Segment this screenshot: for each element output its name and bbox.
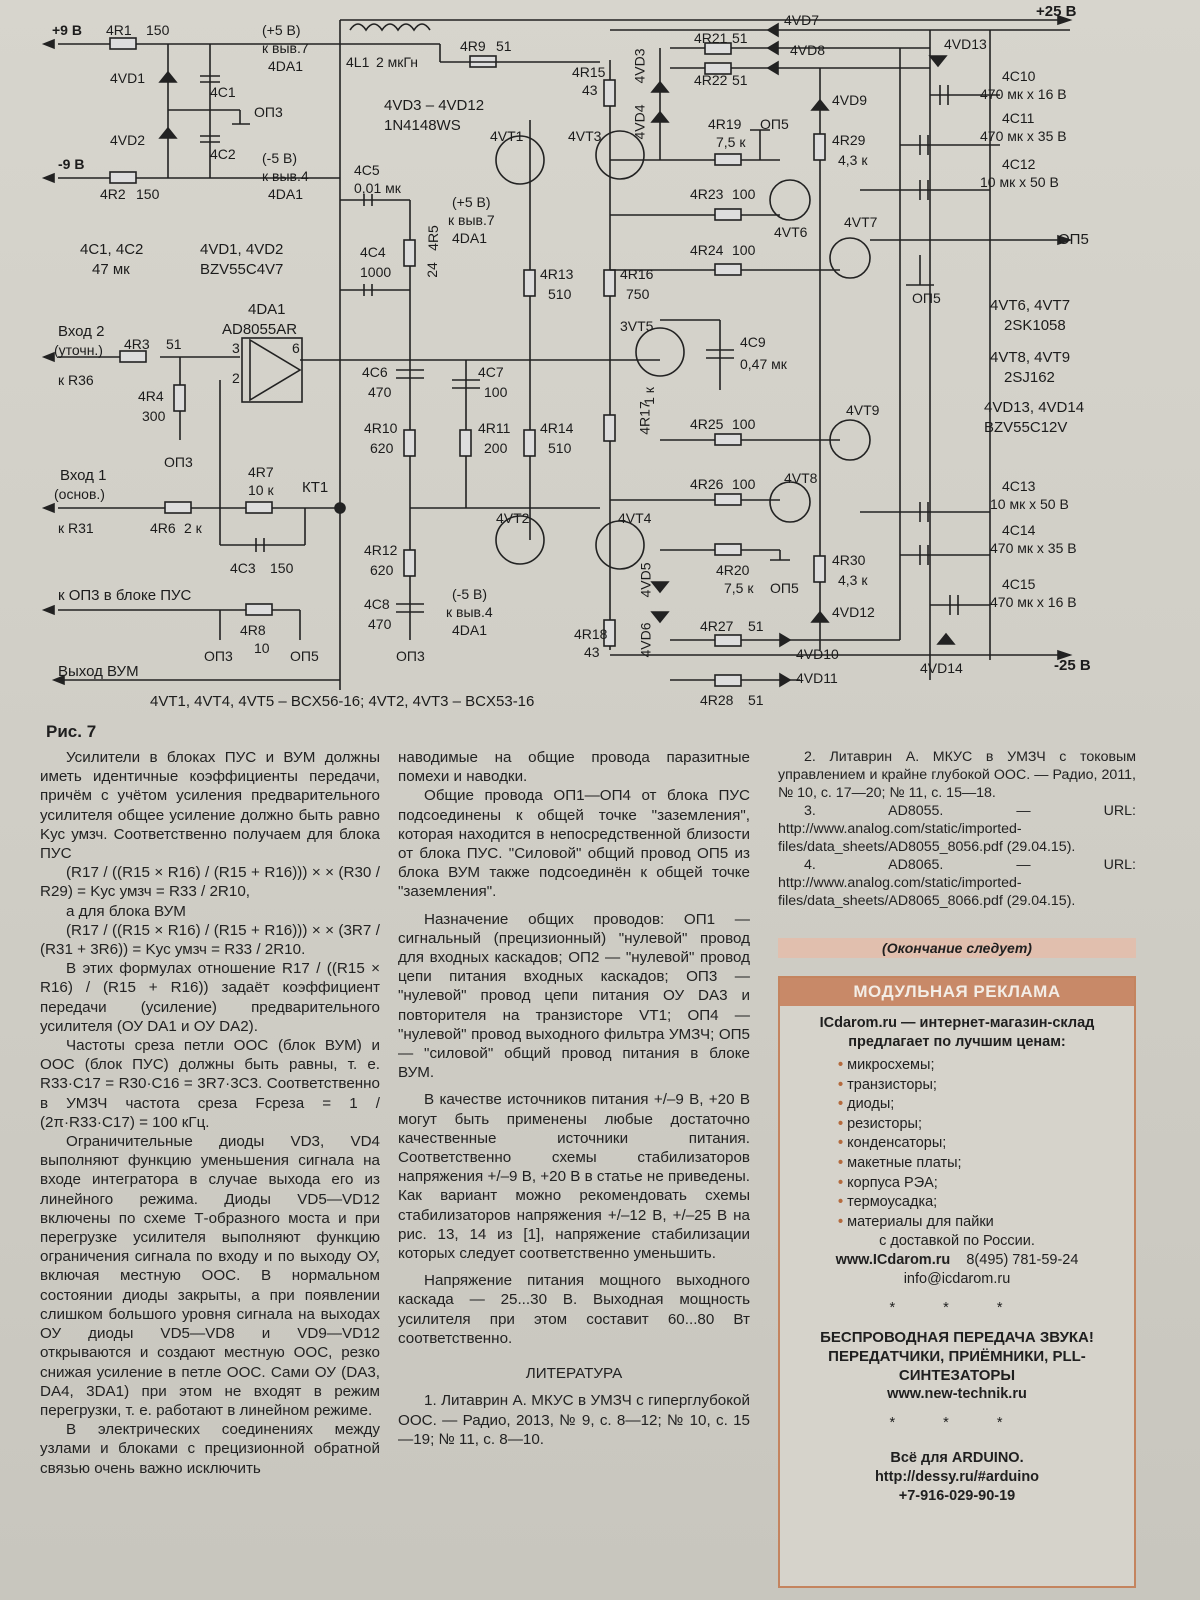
label-4vd2: 4VD2 [110,132,146,148]
paragraph: В качестве источников питания +/–9 В, +20 В могут быть применены любые достаточно качественные источники питания. Соответственно схемы стабилизаторов напряжения +/–9 В, +20 В в статье не приведены. Как вариант можно рекомендовать схемы стабилизаторов напряжения +/–12 В, +/–25 В на рис. 13, 14 из [1], напряжение стабилизации которых следует соответственно уменьшить. [398,1091,750,1263]
label-4r9: 4R9 [460,38,486,54]
label-op5-e: ОП5 [770,580,799,596]
label-4vd11: 4VD11 [796,670,838,686]
label-4c5: 4C5 [354,162,380,178]
label-pin6: 6 [292,340,300,356]
label-4vt8: 4VT8 [784,470,818,486]
label-op5-d: ОП5 [912,290,941,306]
label-4c2: 4C2 [210,146,236,162]
list-item: • транзисторы; [838,1076,1120,1096]
label-input2-sub: (уточн.) [54,342,103,358]
label-4c3: 4C3 [230,560,256,576]
label-plus9v: +9 В [52,22,82,38]
label-plus25v: +25 В [1036,3,1077,20]
paragraph: В электрических соединениях между узлами и блоками с прецизионной обратной связью очень важно исключить [40,1421,380,1477]
label-op5-b: ОП5 [760,116,789,132]
label-4c3-value: 150 [270,560,294,576]
label-to-op3-pus: к ОП3 в блоке ПУС [58,587,192,604]
label-4c11-value: 470 мк х 35 В [980,128,1067,144]
label-4r26: 4R26 [690,476,724,492]
paragraph: наводимые на общие провода паразитные помехи и наводки. [398,749,750,786]
separator: * * * [889,1415,1025,1432]
label-4c4: 4C4 [360,244,386,260]
label-4vd3-4vd12: 4VD3 – 4VD12 [384,97,485,114]
label-4r28-value: 51 [748,692,764,708]
label-4c14: 4C14 [1002,522,1036,538]
label-op5-a: ОП5 [290,648,319,664]
label-4r12: 4R12 [364,542,398,558]
label-op3: ОП3 [254,104,283,120]
label-2sj162: 2SJ162 [1004,369,1055,386]
label-4c10-value: 470 мк х 16 В [980,86,1067,102]
list-item: • материалы для пайки [838,1213,1120,1233]
label-4r17: 4R17 [636,401,653,435]
list-item: • резисторы; [838,1115,1120,1135]
label-4c6: 4C6 [362,364,388,380]
label-2uh: 2 мкГн [376,54,418,70]
label-4r27-value: 51 [748,618,764,634]
label-4c4-value: 1000 [360,264,392,280]
label-4r11: 4R11 [478,420,511,436]
label-pin7-b: к выв.7 [448,212,495,228]
label-4vd1: 4VD1 [110,70,146,86]
label-4r27: 4R27 [700,618,734,634]
label-4c13-value: 10 мк х 50 В [990,496,1069,512]
text-column-3 [778,748,1136,910]
label-4c1: 4C1 [210,84,236,100]
paragraph: Ограничительные диоды VD3, VD4 выполняют функцию уменьшения сигнала на входе интегратора в случае выхода его из линейного режима. Диоды VD5—VD12 включены по схеме Т-образного моста и при перегрузке усилителя выполняют функцию ограничения сигнала по входу и по выходу ОУ, включая местную ООС. В нормальном состоянии диоды закрыты, а при появлении слишком большого уровня сигнала на выходах ОУ диоды VD5—VD8 и VD9—VD12 открываются и создают местную ООС, резко снижая усиление в петле ООС. Сами ОУ (DA3, DA4, 3DA1) при этом не входят в режим перегрузки, т. е. работают в линейном режиме. [40,1133,380,1419]
label-4r18-value: 43 [584,644,600,660]
list-item: • микросхемы; [838,1056,1120,1076]
ad-block [778,976,1136,1588]
label-4c9-value: 0,47 мк [740,356,787,372]
label-4r23-value: 100 [732,186,756,202]
label-pin2: 2 [232,370,240,386]
text-column-1 [40,748,380,1478]
ad3-text: Всё для ARDUINO. [890,1450,1024,1467]
list-item: • диоды; [838,1095,1120,1115]
label-2sk1058: 2SK1058 [1004,317,1066,334]
label-4c6-value: 470 [368,384,392,400]
label-4vd7: 4VD7 [784,12,820,28]
formula: (R17 / ((R15 × R16) / (R15 + R16))) × × (3R7 / (R31 + 3R6)) = Kус умзч = R33 / 2R10. [40,921,380,959]
label-output-vum: Выход ВУМ [58,663,139,680]
label-4c5-value: 0,01 мк [354,180,401,196]
label-pin7: к выв.7 [262,40,309,56]
label-4vd6: 4VD6 [637,622,654,658]
label-kt1: КТ1 [302,479,329,496]
paragraph: В этих формулах отношение R17 / ((R15 × R16) / (R15 + R16)) задаёт коэффициент передачи (усиление) предварительного усилителя (ОУ DA1 и ОУ DA2). [40,960,380,1035]
label-4r1: 4R1 [106,22,132,38]
label-4r20-value: 7,5 к [724,580,754,596]
label-4r21-value: 51 [732,30,748,46]
label-4vt3: 4VT3 [568,128,602,144]
figure-caption: Рис. 7 [46,722,97,741]
label-bzv55c4v7: BZV55C4V7 [200,261,284,278]
label-4r24: 4R24 [690,242,724,258]
label-4r3: 4R3 [124,336,150,352]
label-plus5v: (+5 В) [262,22,301,38]
label-4vt2: 4VT2 [496,510,530,526]
label-4vt7: 4VT7 [844,214,878,230]
label-4r29: 4R29 [832,132,866,148]
ad3-phone: +7-916-029-90-19 [898,1488,1016,1505]
label-4r20: 4R20 [716,562,750,578]
list-item: • термоусадка; [838,1193,1120,1213]
label-pin4-b: к выв.4 [446,604,493,620]
label-4c13: 4C13 [1002,478,1036,494]
label-4r10-value: 620 [370,440,394,456]
label-4r19-value: 7,5 к [716,134,746,150]
label-minus5v-b: (-5 В) [452,586,487,602]
label-4r21: 4R21 [694,30,728,46]
label-4r6-value: 2 к [184,520,202,536]
label-bzv55c12v: BZV55C12V [984,419,1068,436]
label-to-r36: к R36 [58,372,94,388]
ad2-site-link[interactable]: www.new-technik.ru [887,1386,1027,1403]
label-4c15: 4C15 [1002,576,1036,592]
label-4vd13: 4VD13 [944,36,987,52]
label-4vt9: 4VT9 [846,402,880,418]
label-4r11-value: 200 [484,440,508,456]
label-4r5-value: 24 [423,262,440,278]
label-4r8-value: 10 [254,640,270,656]
label-input1-sub: (основ.) [54,486,105,502]
label-4c7-value: 100 [484,384,508,400]
label-4vt6: 4VT6 [774,224,808,240]
ad-header: МОДУЛЬНАЯ РЕКЛАМА [780,978,1134,1006]
label-4r6: 4R6 [150,520,176,536]
ad-product-list [838,1056,1120,1232]
label-4vd3: 4VD3 [631,48,648,84]
label-4r17-value: 1 к [640,387,657,405]
label-4r25-value: 100 [732,416,756,432]
label-minus25v: -25 В [1054,657,1091,674]
label-4c14-value: 470 мк х 35 В [990,540,1077,556]
label-op3-c: ОП3 [204,648,233,664]
circuit-schematic [0,0,1200,720]
references-heading: ЛИТЕРАТУРА [525,1365,623,1383]
label-4r13-value: 510 [548,286,572,302]
label-4r15: 4R15 [572,64,606,80]
label-4r7: 4R7 [248,464,274,480]
label-input2: Вход 2 [58,323,105,340]
label-4vt6-4vt7: 4VT6, 4VT7 [990,297,1071,314]
label-4r24-value: 100 [732,242,756,258]
label-4vd8: 4VD8 [790,42,826,58]
ad-phone: 8(495) 781-59-24 [966,1252,1079,1269]
label-4vt8-4vt9: 4VT8, 4VT9 [990,349,1071,366]
label-4vd12: 4VD12 [832,604,875,620]
label-4r25: 4R25 [690,416,724,432]
label-4c15-value: 470 мк х 16 В [990,594,1077,610]
label-4r8: 4R8 [240,622,266,638]
label-4r30-value: 4,3 к [838,572,868,588]
label-ad8055ar: AD8055AR [222,321,298,338]
paragraph: Напряжение питания мощного выходного каскада — 25...30 В. Выходная мощность усилителя при этом составит 60...80 Вт соответственно. [398,1272,750,1347]
label-4r13: 4R13 [540,266,574,282]
label-4r16: 4R16 [620,266,654,282]
paragraph: Усилители в блоках ПУС и ВУМ должны иметь идентичные коэффициенты передачи, причём с учётом усиления предварительного усилителя общее усиление должно быть равно Kус умзч. Соответственно получаем для блока ПУС [40,749,380,863]
label-plus5v-b: (+5 В) [452,194,491,210]
label-47u: 47 мк [92,261,130,278]
ad-email[interactable]: info@icdarom.ru [903,1271,1011,1288]
label-4r4-value: 300 [142,408,166,424]
label-input1: Вход 1 [60,467,107,484]
label-4r22-value: 51 [732,72,748,88]
label-4vd9: 4VD9 [832,92,868,108]
label-4r14: 4R14 [540,420,574,436]
label-1n4148ws: 1N4148WS [384,117,461,134]
label-4vt4: 4VT4 [618,510,652,526]
label-3vt5: 3VT5 [620,318,654,334]
label-4c12: 4C12 [1002,156,1036,172]
label-4c1-4c2: 4C1, 4C2 [80,241,144,258]
label-4r26-value: 100 [732,476,756,492]
label-to-r31: к R31 [58,520,94,536]
label-4r15-value: 43 [582,82,598,98]
paragraph: Общие провода ОП1—ОП4 от блока ПУС подсоединены к общей точке "заземления", которая находится в непосредственной близости от блока ПУС. "Силовой" общий провод ОП5 из блока ВУМ также подсоединён к общей точке "заземления". [398,787,750,901]
label-4r14-value: 510 [548,440,572,456]
label-4r10: 4R10 [364,420,398,436]
paragraph: Назначение общих проводов: ОП1 — сигнальный (прецизионный) "нулевой" провод для входных каскадов; ОП2 — "нулевой" провод цепи питания входных каскадов; ОП3 — "нулевой" провод цепи питания ОУ DA3 и повторителя на транзисторе VT1; ОП4 — "нулевой" провод выходного фильтра УМЗЧ; ОП5 — "силовой" общий провод питания в блоке ВУМ. [398,910,750,1082]
label-4l1: 4L1 [346,54,370,70]
ad-title: ICdarom.ru — интернет-магазин-склад предлагает по лучшим ценам: [819,1015,1095,1050]
label-4c11: 4C11 [1002,110,1035,126]
transistor-types-note: 4VT1, 4VT4, 4VT5 – BCX56-16; 4VT2, 4VT3 – BCX53-16 [150,693,535,710]
reference-item: 3. AD8055. — URL: http://www.analog.com/static/imported-files/data_sheets/AD8055_8056.pdf (29.04.15). [778,803,1136,855]
reference-item: 4. AD8065. — URL: http://www.analog.com/static/imported-files/data_sheets/AD8065_8066.pdf (29.04.15). [778,857,1136,909]
label-4r7-value: 10 к [248,482,274,498]
label-4vd1-4vd2: 4VD1, 4VD2 [200,241,284,258]
label-4r12-value: 620 [370,562,394,578]
label-4r4: 4R4 [138,388,164,404]
label-4vt1: 4VT1 [490,128,524,144]
label-4vd13-4vd14: 4VD13, 4VD14 [984,399,1085,416]
label-op5-c: ОП5 [1058,231,1089,248]
label-4r16-value: 750 [626,286,650,302]
label-minus9v: -9 В [58,156,85,172]
ad3-site-link[interactable]: http://dessy.ru/#arduino [874,1469,1040,1486]
paragraph: Частоты среза петли ООС (блок ВУМ) и ООС (блок ПУС) должны быть равны, т. е. R33·C17 = R30·C16 = 3R7·3C3. Соответственно в УМЗЧ частота среза Fсреза = 1 / (2π·R33·C17) = 100 кГц. [40,1037,380,1131]
list-item: • макетные платы; [838,1154,1120,1174]
label-4r1-value: 150 [146,22,170,38]
label-4da1-b: 4DA1 [268,186,304,202]
label-4r22: 4R22 [694,72,728,88]
label-4r19: 4R19 [708,116,742,132]
separator: * * * [889,1300,1025,1317]
label-4r29-value: 4,3 к [838,152,868,168]
label-4r2-value: 150 [136,186,160,202]
label-4r30: 4R30 [832,552,866,568]
ad2-text: БЕСПРОВОДНАЯ ПЕРЕДАЧА ЗВУКА! ПЕРЕДАТЧИКИ, ПРИЁМНИКИ, PLL-СИНТЕЗАТОРЫ [820,1329,1094,1385]
label-op3-d: ОП3 [396,648,425,664]
formula: (R17 / ((R15 × R16) / (R15 + R16))) × × (R30 / R29) = Kус умзч = R33 / 2R10, [40,864,380,901]
label-4c7: 4C7 [478,364,504,380]
list-item: • корпуса РЭА; [838,1174,1120,1194]
label-pin3: 3 [232,340,240,356]
continued-note: (Окончание следует) [778,938,1136,958]
label-4r18: 4R18 [574,626,608,642]
ad-delivery: с доставкой по России. [879,1233,1035,1250]
label-4c12-value: 10 мк х 50 В [980,174,1059,190]
label-4da1: 4DA1 [268,58,304,74]
label-4vd5: 4VD5 [637,562,654,598]
label-op3-b: ОП3 [164,454,193,470]
reference-item: 2. Литаврин А. МКУС в УМЗЧ с токовым управлением и крайне глубокой ООС. — Радио, 2011, № 10, с. 17—20; № 11, с. 15—18. [778,749,1136,801]
label-4vd10: 4VD10 [796,646,839,662]
paragraph: а для блока ВУМ [66,902,186,920]
label-pin4: к выв.4 [262,168,309,184]
ad-site-link[interactable]: www.ICdarom.ru [835,1252,951,1269]
label-4da1-d: 4DA1 [452,622,488,638]
label-4r2: 4R2 [100,186,126,202]
list-item: • конденсаторы; [838,1134,1120,1154]
label-4vd14: 4VD14 [920,660,963,676]
label-4r23: 4R23 [690,186,724,202]
label-4r5: 4R5 [424,225,441,251]
text-column-2 [398,748,750,1449]
label-4vd4: 4VD4 [631,104,648,140]
label-4r28: 4R28 [700,692,734,708]
label-minus5v: (-5 В) [262,150,297,166]
label-4r9-value: 51 [496,38,512,54]
label-4c10: 4C10 [1002,68,1036,84]
label-4c8-value: 470 [368,616,392,632]
reference-item: 1. Литаврин А. МКУС в УМЗЧ с гиперглубокой ООС. — Радио, 2013, № 9, с. 8—12; № 10, с. 15—19; № 11, с. 8—10. [398,1392,750,1448]
label-4da1-c: 4DA1 [452,230,488,246]
label-4r3-value: 51 [166,336,182,352]
label-4c8: 4C8 [364,596,390,612]
label-4c9: 4C9 [740,334,766,350]
label-4da1-opamp: 4DA1 [248,301,286,318]
